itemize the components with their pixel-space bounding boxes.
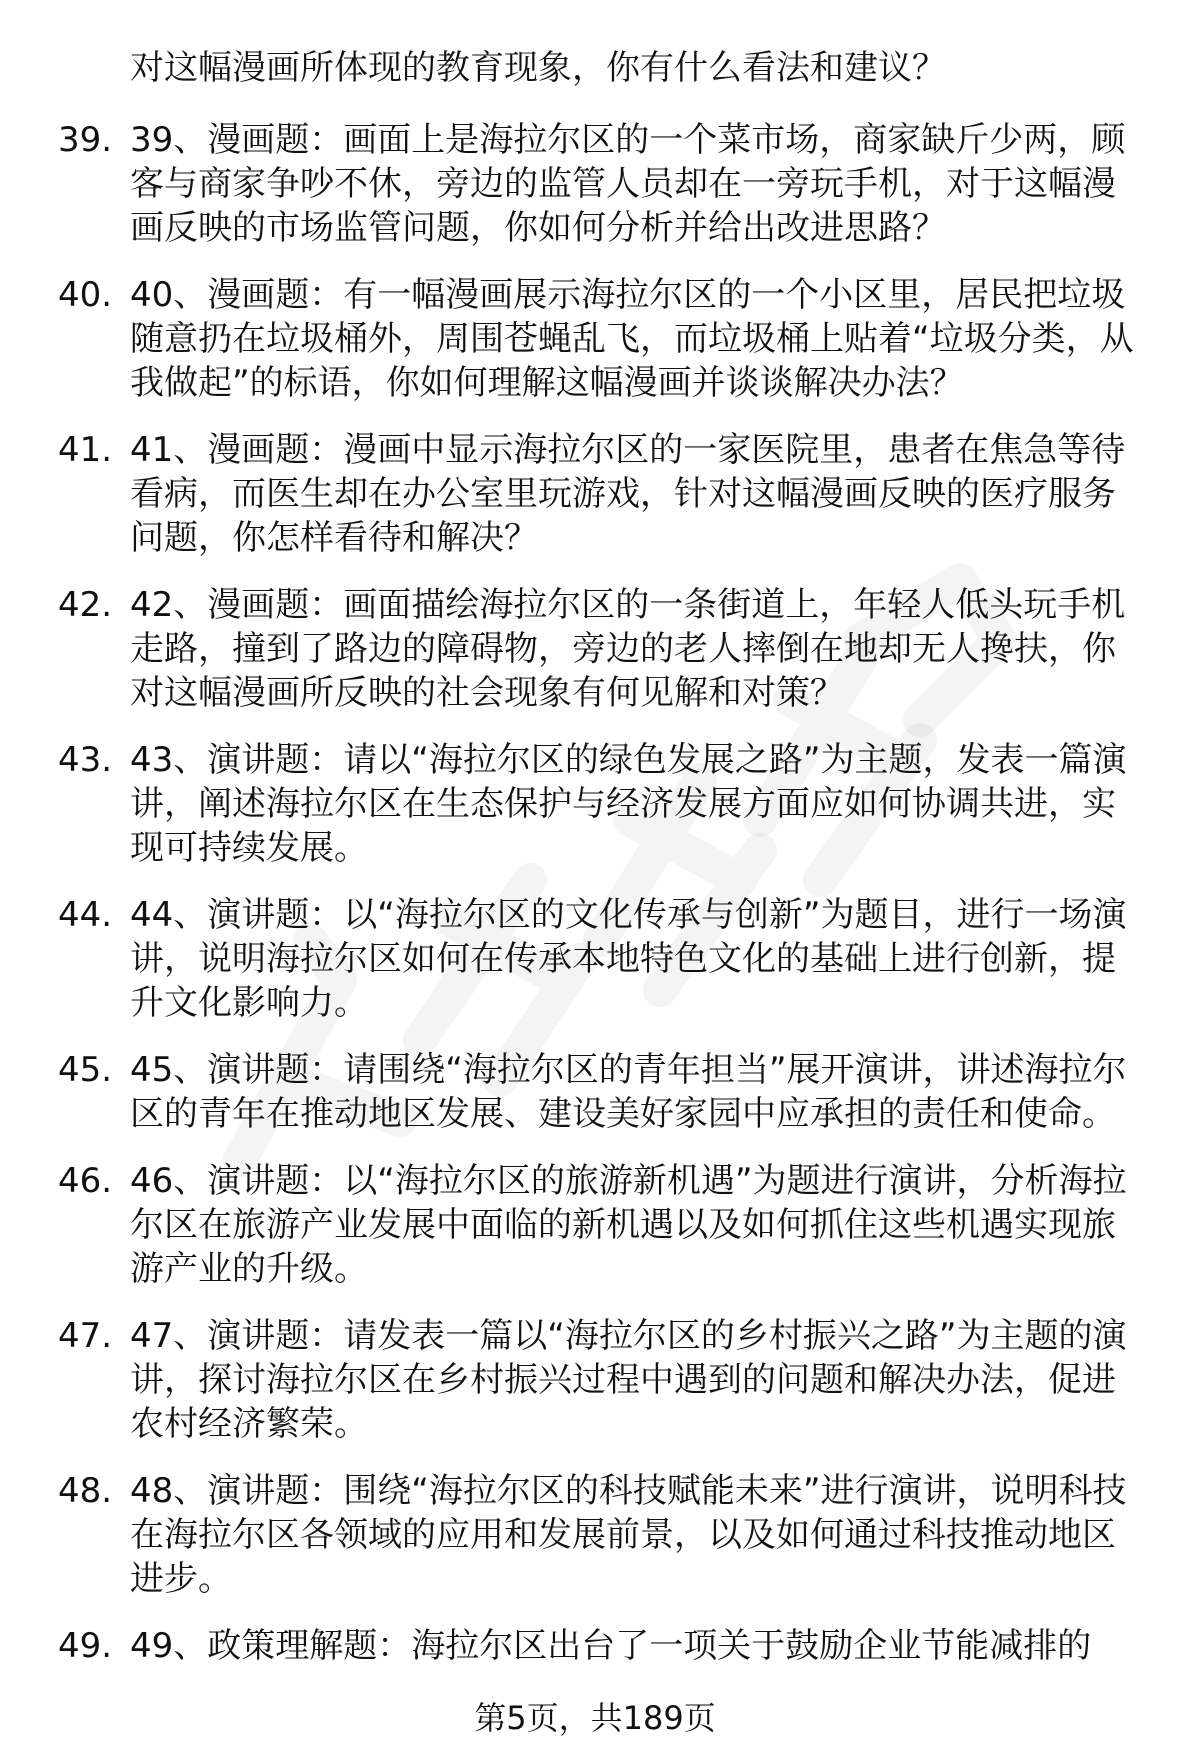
- question-number: 39.: [58, 120, 113, 160]
- question-text: 41、漫画题：漫画中显示海拉尔区的一家医院里，患者在焦急等待看病，而医生却在办公室里玩游戏，针对这幅漫画反映的医疗服务问题，你怎样看待和解决？: [130, 430, 1126, 558]
- question-text: 42、漫画题：画面描绘海拉尔区的一条街道上，年轻人低头玩手机走路，撞到了路边的障碍物，旁边的老人摔倒在地却无人搀扶，你对这幅漫画所反映的社会现象有何见解和对策？: [130, 585, 1126, 713]
- page-footer: 第5页，共189页: [474, 1699, 716, 1737]
- question-text: 39、漫画题：画面上是海拉尔区的一个菜市场，商家缺斤少两，顾客与商家争吵不休，旁边的监管人员却在一旁玩手机，对于这幅漫画反映的市场监管问题，你如何分析并给出改进思路？: [130, 120, 1126, 248]
- list-item: [0, 1314, 1190, 1446]
- question-number: 48.: [58, 1471, 113, 1511]
- question-number: 40.: [58, 275, 113, 315]
- continuation-text: 对这幅漫画所体现的教育现象，你有什么看法和建议？: [130, 48, 946, 88]
- question-text: 48、演讲题：围绕“海拉尔区的科技赋能未来”进行演讲，说明科技在海拉尔区各领域的应用和发展前景，以及如何通过科技推动地区进步。: [130, 1471, 1127, 1599]
- question-text: 47、演讲题：请发表一篇以“海拉尔区的乡村振兴之路”为主题的演讲，探讨海拉尔区在乡村振兴过程中遇到的问题和解决办法，促进农村经济繁荣。: [130, 1316, 1127, 1444]
- question-list: [0, 118, 1190, 1691]
- question-number: 49.: [58, 1626, 113, 1666]
- list-item: [0, 1048, 1190, 1136]
- list-item: [0, 1469, 1190, 1601]
- list-item: [0, 1159, 1190, 1291]
- question-text: 44、演讲题：以“海拉尔区的文化传承与创新”为题目，进行一场演讲，说明海拉尔区如何在传承本地特色文化的基础上进行创新，提升文化影响力。: [130, 895, 1127, 1023]
- list-item: [0, 273, 1190, 405]
- question-text: 45、演讲题：请围绕“海拉尔区的青年担当”展开演讲，讲述海拉尔区的青年在推动地区发展、建设美好家园中应承担的责任和使命。: [130, 1050, 1127, 1134]
- question-number: 46.: [58, 1161, 113, 1201]
- question-number: 45.: [58, 1050, 113, 1090]
- list-item: [0, 738, 1190, 870]
- list-item: [0, 583, 1190, 715]
- question-number: 41.: [58, 430, 113, 470]
- question-number: 43.: [58, 740, 113, 780]
- question-text: 49、政策理解题：海拉尔区出台了一项关于鼓励企业节能减排的: [130, 1626, 1092, 1666]
- list-item: [0, 118, 1190, 250]
- question-text: 46、演讲题：以“海拉尔区的旅游新机遇”为题进行演讲，分析海拉尔区在旅游产业发展中面临的新机遇以及如何抓住这些机遇实现旅游产业的升级。: [130, 1161, 1127, 1289]
- list-item: [0, 428, 1190, 560]
- question-number: 44.: [58, 895, 113, 935]
- question-text: 40、漫画题：有一幅漫画展示海拉尔区的一个小区里，居民把垃圾随意扔在垃圾桶外，周围苍蝇乱飞，而垃圾桶上贴着“垃圾分类，从我做起”的标语，你如何理解这幅漫画并谈谈解决办法？: [130, 275, 1134, 403]
- question-number: 47.: [58, 1316, 113, 1356]
- question-text: 43、演讲题：请以“海拉尔区的绿色发展之路”为主题，发表一篇演讲，阐述海拉尔区在生态保护与经济发展方面应如何协调共进，实现可持续发展。: [130, 740, 1127, 868]
- question-number: 42.: [58, 585, 113, 625]
- list-item: [0, 893, 1190, 1025]
- list-item: [0, 1624, 1190, 1668]
